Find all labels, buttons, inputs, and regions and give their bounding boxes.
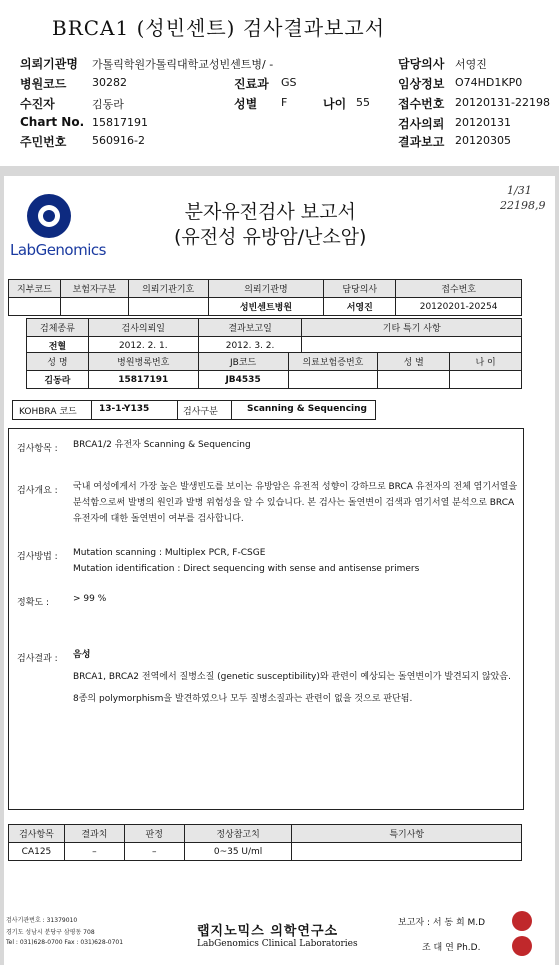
receipt-no-value: 20120131-22198 <box>455 96 550 109</box>
overview-label: 검사개요 : <box>17 486 58 496</box>
table3-cell: 김동라 <box>27 371 89 389</box>
method-line-1: Mutation scanning : Multiplex PCR, F-CSGE <box>73 548 266 558</box>
hospital-code-label: 병원코드 <box>20 77 67 91</box>
report-title <box>174 200 366 250</box>
red-seal-icon <box>512 911 532 931</box>
marker-cell: – <box>124 843 184 861</box>
labgenomics-logo <box>10 194 110 264</box>
request-date-label: 검사의뢰 <box>398 117 445 131</box>
item-label: 검사항목 : <box>17 444 58 454</box>
sex-value: F <box>281 96 288 109</box>
marker-header: 판정 <box>124 825 184 843</box>
accuracy-label: 정확도 : <box>17 598 49 608</box>
lab-address: 경기도 성남시 분당구 삼평동 708 <box>6 929 95 936</box>
lab-name-english: LabGenomics Clinical Laboratories <box>197 939 358 949</box>
reporter: 보고자 : 서 동 희 M.D <box>398 918 486 928</box>
table3-cell <box>378 371 450 389</box>
logo-icon <box>27 194 71 238</box>
marker-header: 검사항목 <box>9 825 65 843</box>
table2-header: 검사의뢰일 <box>88 319 198 337</box>
result-value: 음성 <box>73 650 91 660</box>
kohbra-box <box>12 400 376 420</box>
report-header <box>0 0 559 166</box>
table1-cell <box>9 298 61 316</box>
receipt-no-label: 접수번호 <box>398 97 445 111</box>
table1-header: 담당의사 <box>324 280 396 298</box>
marker-table <box>8 824 522 861</box>
chart-no-label: Chart No. <box>20 115 85 129</box>
table1-cell: 20120201-20254 <box>396 298 522 316</box>
kohbra-label: KOHBRA 코드 <box>19 407 77 417</box>
method-line-2: Mutation identification : Direct sequencing with sense and antisense primers <box>73 564 420 574</box>
page-title: BRCA1 (성빈센트) 검사결과보고서 <box>52 16 386 40</box>
table3-cell: 15817191 <box>88 371 198 389</box>
lab-contact: Tel : 031)628-0700 Fax : 031)628-0701 <box>6 939 124 946</box>
result-line-2: 8종의 polymorphism을 발견하였으나 모두 질병소질과는 관련이 없을 것으로 판단됨. <box>73 694 413 704</box>
clinical-info-value: O74HD1KP0 <box>455 76 523 89</box>
logo-text: LabGenomics <box>10 241 106 259</box>
table2-header: 검체종류 <box>27 319 89 337</box>
table3-header: 성 명 <box>27 353 89 371</box>
report-title-line2: (유전성 유방암/난소암) <box>174 226 367 248</box>
report-title-line1: 분자유전검사 보고서 <box>184 201 356 223</box>
test-type-label: 검사구분 <box>183 407 218 417</box>
table3-header: 병원병록번호 <box>88 353 198 371</box>
marker-cell: CA125 <box>9 843 65 861</box>
kohbra-code: 13-1-Y135 <box>99 404 150 414</box>
patient-label: 수진자 <box>20 97 55 111</box>
overview-value: 국내 여성에게서 가장 높은 발생빈도를 보이는 유방암은 유전적 성향이 강하므로 BRCA 유전자의 전체 염기서열을 분석함으로써 발병의 원인과 발병 위험성을 알 수 있습니다. 본 검사는 돌연변이 검색과 염기서열 분석으로 BRCA 유전자에 대한 돌연변이 여부를 검사합니다. <box>73 482 518 524</box>
info-table-2 <box>26 318 522 355</box>
rrn-label: 주민번호 <box>20 135 67 149</box>
table1-cell <box>128 298 208 316</box>
accuracy-value: > 99 % <box>73 594 107 604</box>
table1-header: 지부코드 <box>9 280 61 298</box>
handwritten-date: 1/31 <box>507 184 532 197</box>
ordering-org-label: 의뢰기관명 <box>20 57 78 71</box>
dept-value: GS <box>281 76 297 89</box>
age-label: 나이 <box>323 97 347 111</box>
dept-label: 진료과 <box>234 77 269 91</box>
lab-name-korean: 랩지노믹스 의학연구소 <box>197 924 339 939</box>
table2-cell: 2012. 2. 1. <box>88 337 198 355</box>
table3-header: JB코드 <box>198 353 288 371</box>
marker-cell: – <box>64 843 124 861</box>
item-value: BRCA1/2 유전자 Scanning & Sequencing <box>73 440 251 450</box>
chart-no-value: 15817191 <box>92 116 148 129</box>
table3-header: 나 이 <box>450 353 522 371</box>
table1-header: 의뢰기관기호 <box>128 280 208 298</box>
table3-header: 의료보험증번호 <box>288 353 378 371</box>
table1-cell: 서영진 <box>324 298 396 316</box>
marker-header: 결과치 <box>64 825 124 843</box>
test-type-value: Scanning & Sequencing <box>247 404 367 414</box>
sex-label: 성별 <box>234 97 258 111</box>
table1-cell <box>60 298 128 316</box>
red-seal-icon <box>512 936 532 956</box>
rrn-value: 560916-2 <box>92 134 145 147</box>
method-label: 검사방법 : <box>17 552 58 562</box>
marker-cell: 0~35 U/ml <box>184 843 292 861</box>
results-box <box>8 428 524 810</box>
marker-header: 정상참고치 <box>184 825 292 843</box>
result-label: 검사결과 : <box>17 654 58 664</box>
ordering-org-value: 가톨릭학원가톨릭대학교성빈센트병/ - <box>92 58 274 71</box>
table3-cell <box>288 371 378 389</box>
handwritten-number: 22198,9 <box>500 199 546 212</box>
age-value: 55 <box>356 96 370 109</box>
table3-cell: JB4535 <box>198 371 288 389</box>
table1-cell: 성빈센트병원 <box>208 298 324 316</box>
marker-header: 특기사항 <box>292 825 522 843</box>
clinical-info-label: 임상정보 <box>398 77 445 91</box>
doctor-value: 서영진 <box>455 58 487 71</box>
table3-cell <box>450 371 522 389</box>
lab-registration: 검사기관번호 : 31379010 <box>6 917 78 924</box>
info-table-1 <box>8 279 522 316</box>
table2-header: 결과보고일 <box>198 319 302 337</box>
marker-cell <box>292 843 522 861</box>
table2-cell: 2012. 3. 2. <box>198 337 302 355</box>
report-date-value: 20120305 <box>455 134 511 147</box>
request-date-value: 20120131 <box>455 116 511 129</box>
report-date-label: 결과보고 <box>398 135 445 149</box>
scanned-report <box>4 176 555 965</box>
table1-header: 접수번호 <box>396 280 522 298</box>
table3-header: 성 별 <box>378 353 450 371</box>
hospital-code-value: 30282 <box>92 76 127 89</box>
patient-value: 김동라 <box>92 98 124 111</box>
table2-header: 기타 특기 사항 <box>302 319 522 337</box>
doctor-label: 담당의사 <box>398 57 445 71</box>
table1-header: 의뢰기관명 <box>208 280 324 298</box>
table1-header: 보험자구분 <box>60 280 128 298</box>
reviewer: 조 대 연 Ph.D. <box>422 943 481 953</box>
table2-cell: 전혈 <box>27 337 89 355</box>
result-line-1: BRCA1, BRCA2 전역에서 질병소질 (genetic susceptibility)와 관련이 예상되는 돌연변이가 발견되지 않았음. <box>73 672 511 682</box>
info-table-3 <box>26 352 522 389</box>
